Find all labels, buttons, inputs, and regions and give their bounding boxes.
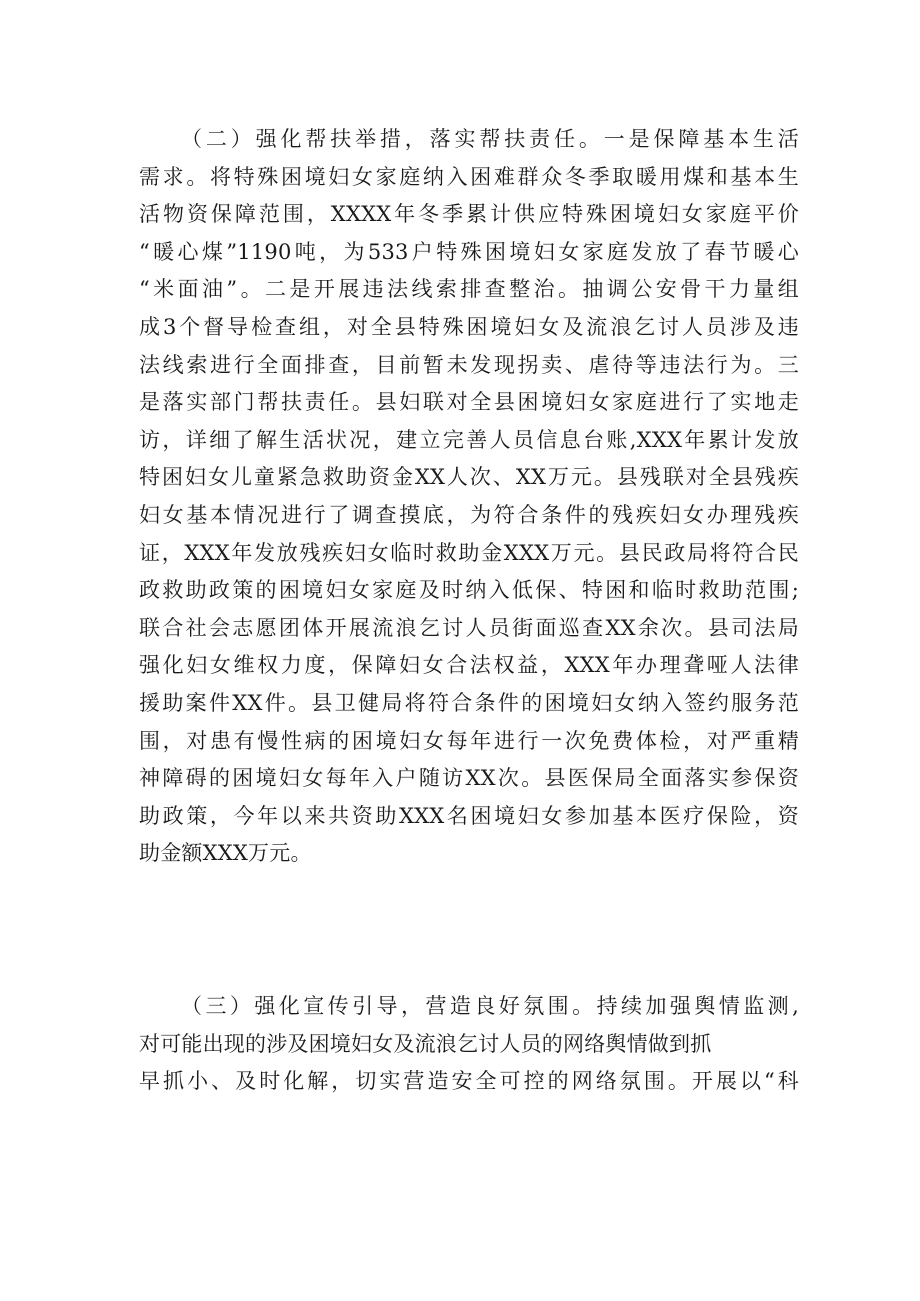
paragraph-line: 成3个督导检查组，对全县特殊困境妇女及流浪乞讨人员涉及违 [139,314,799,339]
paragraph-line: 是落实部门帮扶责任。县妇联对全县困境妇女家庭进行了实地走 [139,390,799,415]
paragraph-line: 援助案件XX件。县卫健局将符合条件的困境妇女纳入签约服务范 [139,690,799,715]
paragraph-line: （三）强化宣传引导，营造良好氛围。持续加强舆情监测, [181,994,799,1018]
paragraph-line: 证，XXX年发放残疾妇女临时救助金XXX万元。县民政局将符合民 [139,540,799,565]
paragraph-line: 访，详细了解生活状况，建立完善人员信息台账,XXX年累计发放 [139,427,799,452]
paragraph-line: 政救助政策的困境妇女家庭及时纳入低保、特困和临时救助范围; [139,578,799,603]
paragraph-line: 联合社会志愿团体开展流浪乞讨人员街面巡查XX余次。县司法局 [139,615,799,640]
paragraph-line: 需求。将特殊困境妇女家庭纳入困难群众冬季取暖用煤和基本生 [139,164,799,189]
paragraph-publicity-guidance [139,988,799,1101]
paragraph-line: 法线索进行全面排查，目前暂未发现拐卖、虐待等违法行为。三 [139,352,799,377]
paragraph-line: “暖心煤”1190吨，为533户特殊困境妇女家庭发放了春节暖心 [139,239,799,264]
paragraph-line: 强化妇女维权力度，保障妇女合法权益，XXX年办理聋哑人法律 [139,653,799,678]
paragraph-line: （二）强化帮扶举措，落实帮扶责任。一是保障基本生活 [181,127,799,151]
paragraph-line: 助金额XXX万元。 [139,841,312,866]
paragraph-line: 早抓小、及时化解，切实营造安全可控的网络氛围。开展以“科 [139,1069,799,1094]
paragraph-line: 助政策，今年以来共资助XXX名困境妇女参加基本医疗保险，资 [139,803,799,828]
paragraph-assistance-measures [139,121,799,873]
paragraph-line: 围，对患有慢性病的困境妇女每年进行一次免费体检，对严重精 [139,728,799,753]
paragraph-line: “米面油”。二是开展违法线索排查整治。抽调公安骨干力量组 [139,277,799,302]
paragraph-line: 对可能出现的涉及困境妇女及流浪乞讨人员的网络舆情做到抓 [139,1031,712,1056]
paragraph-line: 妇女基本情况进行了调查摸底，为符合条件的残疾妇女办理残疾 [139,502,799,527]
paragraph-line: 活物资保障范围，XXXX年冬季累计供应特殊困境妇女家庭平价 [139,202,799,227]
paragraph-line: 神障碍的困境妇女每年入户随访XX次。县医保局全面落实参保资 [139,766,799,791]
paragraph-line: 特困妇女儿童紧急救助资金XX人次、XX万元。县残联对全县残疾 [139,465,799,490]
